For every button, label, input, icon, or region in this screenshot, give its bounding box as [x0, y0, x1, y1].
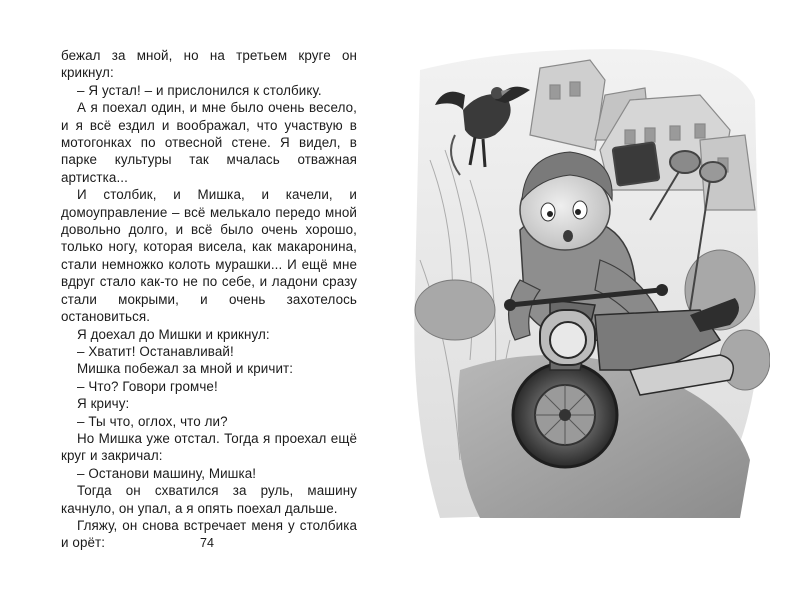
paragraph-14: Гляжу, он снова встречает меня у столбика и орёт: [61, 517, 357, 551]
paragraph-6: – Хватит! Останавливай! [77, 343, 234, 359]
page-number: 74 [200, 536, 214, 550]
paragraph-7: Мишка побежал за мной и кричит: [77, 361, 294, 377]
paragraph-9: Я кричу: [77, 396, 130, 412]
paragraph-2: – Я устал! – и прислонился к столбику. [77, 82, 322, 98]
paragraph-3: А я поехал один, и мне было очень весело, и я всё ездил и воображал, что участвую в мотогонках по отвесной стене. Я видел, в парке культуры так мчалась отважная артистка... [61, 100, 357, 185]
paragraph-1: бежал за мной, но на третьем круге он крикнул: [61, 48, 357, 81]
paragraph-13: Тогда он схватился за руль, машину качнуло, он упал, а я опять поехал дальше. [61, 483, 357, 516]
paragraph-5: Я доехал до Мишки и крикнул: [77, 326, 270, 342]
paragraph-8: – Что? Говори громче! [77, 378, 218, 394]
paragraph-4: И столбик, и Мишка, и качели, и домоуправление – всё мелькало передо мной довольно долго, и всё было очень хорошо, только ногу, которая висела, как макаронина, стали немножко колоть мурашки... И ещё мне вдруг стало как-то не по себе, и ладони сразу стали мокрыми, и очень захотелось остановиться. [61, 187, 357, 325]
paragraph-11: Но Мишка уже отстал. Тогда я проехал ещё круг и закричал: [61, 430, 357, 464]
paragraph-12: – Останови машину, Мишка! [77, 465, 257, 481]
body-text [61, 47, 357, 552]
paragraph-10: – Ты что, оглох, что ли? [77, 413, 228, 429]
illustration-boy-on-motorcycle [400, 40, 770, 520]
